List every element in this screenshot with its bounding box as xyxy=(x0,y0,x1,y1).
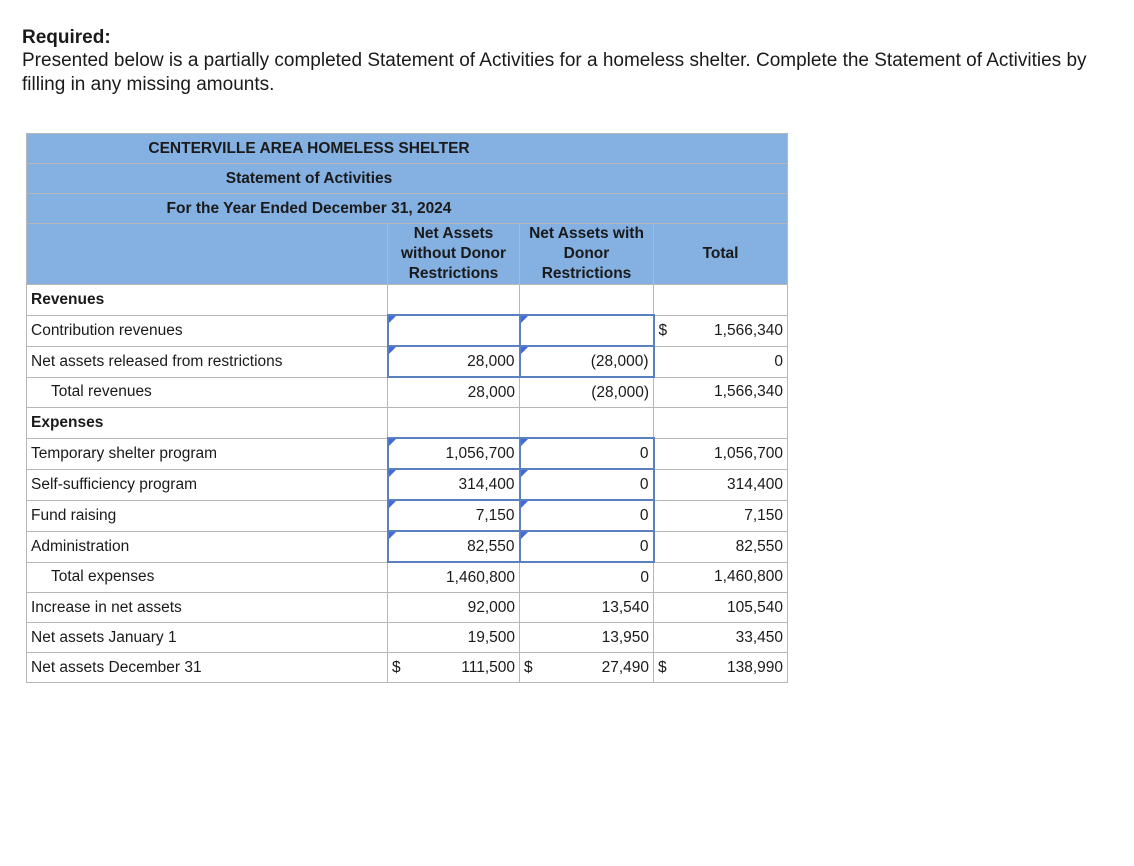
currency-symbol: $ xyxy=(524,658,533,676)
contribution-without-input[interactable] xyxy=(388,315,520,346)
total-expenses-without: 1,460,800 xyxy=(388,562,520,593)
fundraising-total: 7,150 xyxy=(654,500,788,531)
temporary-without-input[interactable]: 1,056,700 xyxy=(388,438,520,469)
revenues-section-label: Revenues xyxy=(27,285,388,316)
total-revenues-without: 28,000 xyxy=(388,377,520,408)
admin-with-input[interactable]: 0 xyxy=(520,531,654,562)
total-expenses-with: 0 xyxy=(520,562,654,593)
temporary-with-input[interactable]: 0 xyxy=(520,438,654,469)
jan1-with: 13,950 xyxy=(520,623,654,653)
statement-period: For the Year Ended December 31, 2024 xyxy=(27,194,788,224)
row-label: Fund raising xyxy=(27,500,388,531)
selfsuff-with-input[interactable]: 0 xyxy=(520,469,654,500)
row-label: Net assets December 31 xyxy=(27,653,388,683)
table-row xyxy=(27,531,788,562)
table-row xyxy=(27,469,788,500)
increase-without: 92,000 xyxy=(388,593,520,623)
table-row xyxy=(27,408,788,439)
total-revenues-with: (28,000) xyxy=(520,377,654,408)
row-label: Contribution revenues xyxy=(27,315,388,346)
header-org-row xyxy=(27,134,788,164)
table-row xyxy=(27,346,788,377)
released-with-input[interactable]: (28,000) xyxy=(520,346,654,377)
required-heading: Required: xyxy=(22,27,111,48)
header-period-row xyxy=(27,194,788,224)
row-label: Total expenses xyxy=(27,562,388,593)
selfsuff-total: 314,400 xyxy=(654,469,788,500)
table-row xyxy=(27,653,788,683)
row-label: Administration xyxy=(27,531,388,562)
increase-total: 105,540 xyxy=(654,593,788,623)
selfsuff-without-input[interactable]: 314,400 xyxy=(388,469,520,500)
table-row xyxy=(27,285,788,316)
row-label: Total revenues xyxy=(27,377,388,408)
statement-of-activities-table xyxy=(26,133,788,683)
released-without-input[interactable]: 28,000 xyxy=(388,346,520,377)
column-header-row xyxy=(27,224,788,285)
org-name: CENTERVILLE AREA HOMELESS SHELTER xyxy=(27,134,788,164)
row-label: Self-sufficiency program xyxy=(27,469,388,500)
table-row xyxy=(27,623,788,653)
header-title-row xyxy=(27,164,788,194)
table-row xyxy=(27,438,788,469)
jan1-total: 33,450 xyxy=(654,623,788,653)
expenses-section-label: Expenses xyxy=(27,408,388,439)
released-total: 0 xyxy=(654,346,788,377)
table-row xyxy=(27,500,788,531)
instructions xyxy=(22,26,1112,97)
row-label: Net assets released from restrictions xyxy=(27,346,388,377)
admin-without-input[interactable]: 82,550 xyxy=(388,531,520,562)
increase-with: 13,540 xyxy=(520,593,654,623)
dec31-total: 138,990 xyxy=(726,658,783,676)
currency-symbol: $ xyxy=(392,658,401,676)
fundraising-with-input[interactable]: 0 xyxy=(520,500,654,531)
row-label: Temporary shelter program xyxy=(27,438,388,469)
temporary-total: 1,056,700 xyxy=(654,438,788,469)
currency-symbol: $ xyxy=(658,321,668,339)
fundraising-without-input[interactable]: 7,150 xyxy=(388,500,520,531)
row-label: Net assets January 1 xyxy=(27,623,388,653)
dec31-with: 27,490 xyxy=(601,658,649,676)
table-row xyxy=(27,315,788,346)
total-expenses-total: 1,460,800 xyxy=(654,562,788,593)
col-header-with-restrictions: Net Assets with Donor Restrictions xyxy=(520,224,654,285)
statement-title: Statement of Activities xyxy=(27,164,788,194)
total-revenues-total: 1,566,340 xyxy=(654,377,788,408)
required-text: Presented below is a partially completed Statement of Activities for a homeless shelter. Complete the Statement of Activities by filling in any missing amounts. xyxy=(22,50,1087,95)
table-row xyxy=(27,377,788,408)
row-label: Increase in net assets xyxy=(27,593,388,623)
admin-total: 82,550 xyxy=(654,531,788,562)
table-row xyxy=(27,593,788,623)
col-header-total: Total xyxy=(654,224,788,285)
blank-header-cell xyxy=(27,224,388,285)
col-header-without-restrictions: Net Assets without Donor Restrictions xyxy=(388,224,520,285)
currency-symbol: $ xyxy=(658,658,667,676)
contribution-with-input[interactable] xyxy=(520,315,654,346)
dec31-without: 111,500 xyxy=(461,658,515,676)
contribution-total: 1,566,340 xyxy=(714,321,783,339)
jan1-without: 19,500 xyxy=(388,623,520,653)
table-row xyxy=(27,562,788,593)
